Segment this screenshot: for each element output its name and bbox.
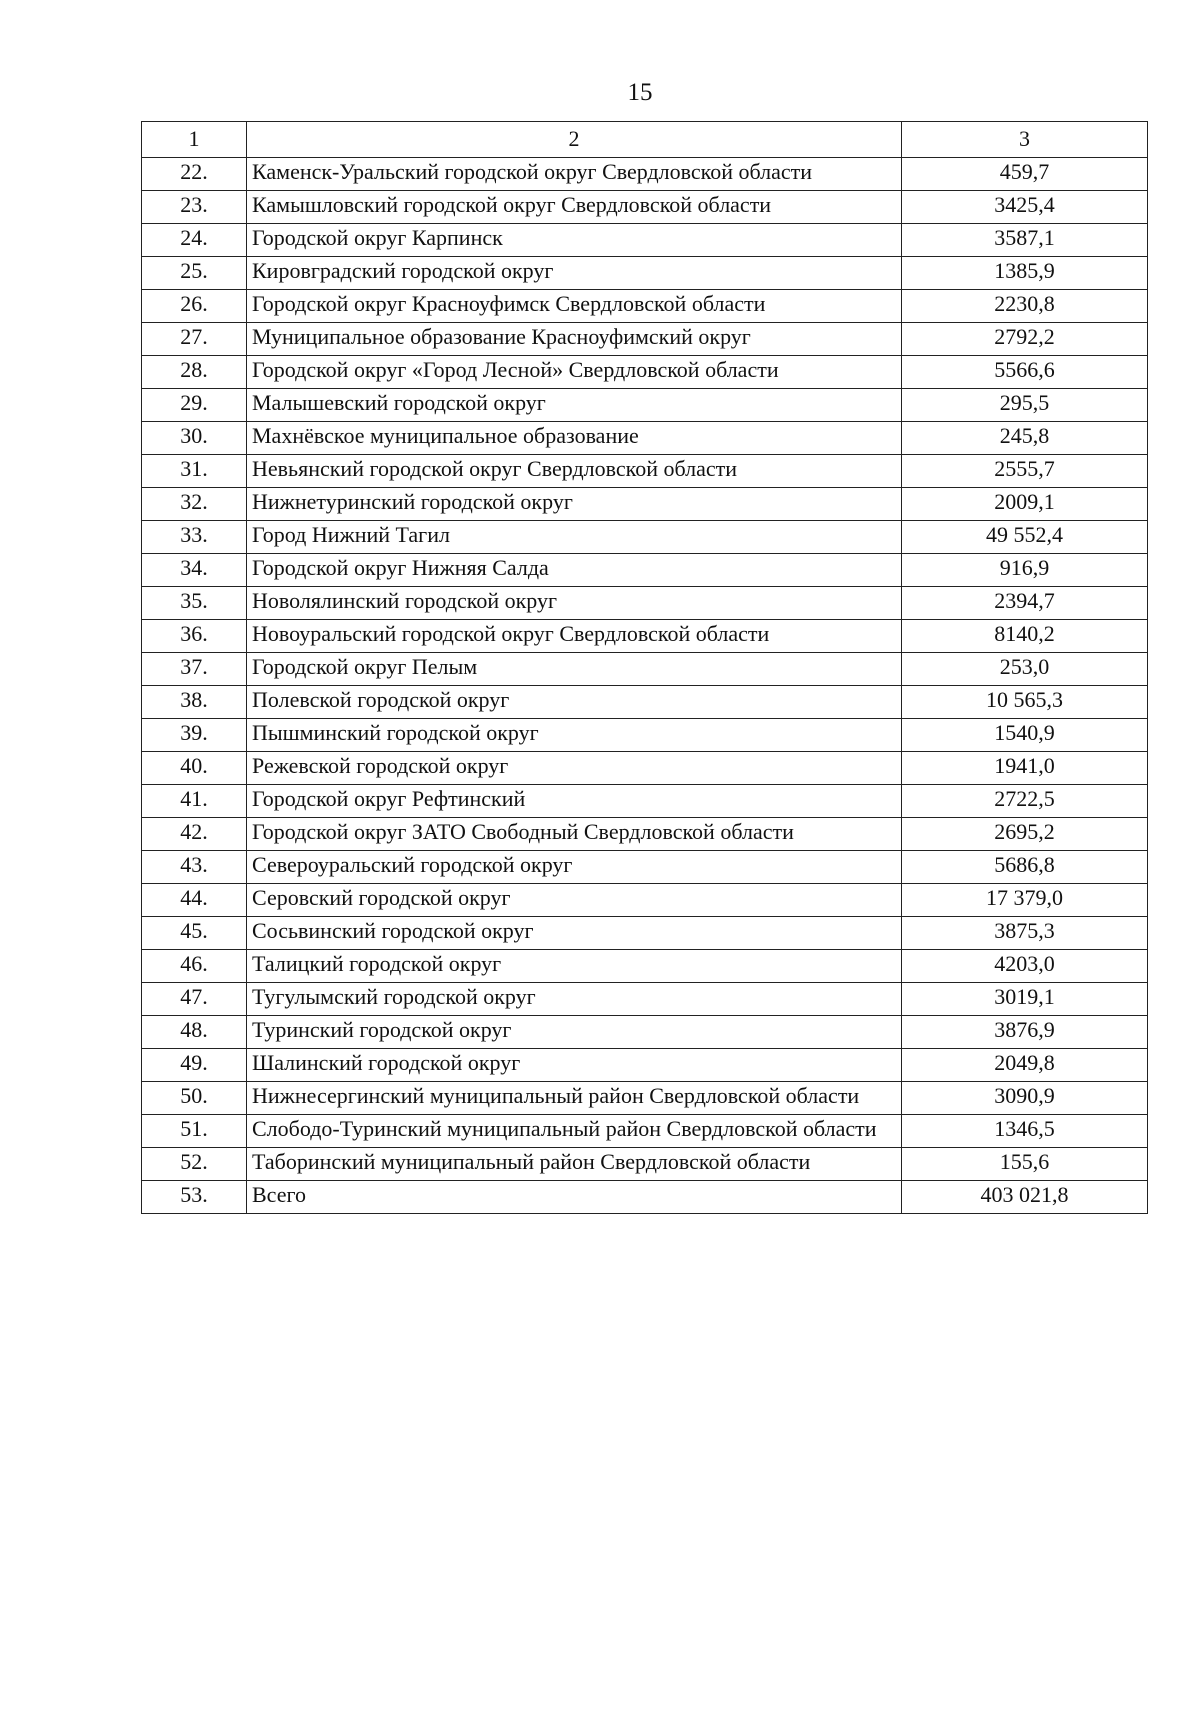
municipality-name: Нижнетуринский городской округ bbox=[247, 488, 902, 521]
row-number: 43. bbox=[142, 851, 247, 884]
municipality-name: Каменск-Уральский городской округ Свердловской области bbox=[247, 158, 902, 191]
table-row bbox=[142, 356, 1148, 389]
table-row bbox=[142, 554, 1148, 587]
table-row bbox=[142, 752, 1148, 785]
table-row bbox=[142, 323, 1148, 356]
table-row bbox=[142, 389, 1148, 422]
table-row bbox=[142, 521, 1148, 554]
amount-value: 5686,8 bbox=[902, 851, 1148, 884]
table-row bbox=[142, 884, 1148, 917]
amount-value: 3587,1 bbox=[902, 224, 1148, 257]
data-table bbox=[141, 121, 1148, 1214]
municipality-name: Камышловский городской округ Свердловской области bbox=[247, 191, 902, 224]
municipality-name: Пышминский городской округ bbox=[247, 719, 902, 752]
amount-value: 403 021,8 bbox=[902, 1181, 1148, 1214]
row-number: 38. bbox=[142, 686, 247, 719]
amount-value: 5566,6 bbox=[902, 356, 1148, 389]
table-row bbox=[142, 719, 1148, 752]
table-row bbox=[142, 1049, 1148, 1082]
table-row bbox=[142, 455, 1148, 488]
amount-value: 155,6 bbox=[902, 1148, 1148, 1181]
municipality-name: Таборинский муниципальный район Свердловской области bbox=[247, 1148, 902, 1181]
table-row bbox=[142, 422, 1148, 455]
amount-value: 2230,8 bbox=[902, 290, 1148, 323]
municipality-name: Малышевский городской округ bbox=[247, 389, 902, 422]
municipality-name: Новоуральский городской округ Свердловской области bbox=[247, 620, 902, 653]
municipality-name: Шалинский городской округ bbox=[247, 1049, 902, 1082]
municipality-name: Новолялинский городской округ bbox=[247, 587, 902, 620]
amount-value: 2695,2 bbox=[902, 818, 1148, 851]
amount-value: 3875,3 bbox=[902, 917, 1148, 950]
municipality-name: Сосьвинский городской округ bbox=[247, 917, 902, 950]
municipality-name: Слободо-Туринский муниципальный район Свердловской области bbox=[247, 1115, 902, 1148]
column-header-value: 3 bbox=[902, 122, 1148, 158]
table-row bbox=[142, 488, 1148, 521]
municipality-name: Махнёвское муниципальное образование bbox=[247, 422, 902, 455]
table-row bbox=[142, 983, 1148, 1016]
table-row bbox=[142, 851, 1148, 884]
row-number: 33. bbox=[142, 521, 247, 554]
table-row bbox=[142, 1148, 1148, 1181]
row-number: 34. bbox=[142, 554, 247, 587]
municipality-name: Талицкий городской округ bbox=[247, 950, 902, 983]
municipality-name: Городской округ Красноуфимск Свердловской области bbox=[247, 290, 902, 323]
amount-value: 1540,9 bbox=[902, 719, 1148, 752]
amount-value: 295,5 bbox=[902, 389, 1148, 422]
municipality-name: Североуральский городской округ bbox=[247, 851, 902, 884]
municipality-name: Нижнесергинский муниципальный район Свердловской области bbox=[247, 1082, 902, 1115]
municipality-name: Туринский городской округ bbox=[247, 1016, 902, 1049]
table-row bbox=[142, 1016, 1148, 1049]
municipality-name: Городской округ Нижняя Салда bbox=[247, 554, 902, 587]
municipality-name: Серовский городской округ bbox=[247, 884, 902, 917]
row-number: 52. bbox=[142, 1148, 247, 1181]
amount-value: 8140,2 bbox=[902, 620, 1148, 653]
amount-value: 17 379,0 bbox=[902, 884, 1148, 917]
table-row bbox=[142, 191, 1148, 224]
municipality-name: Город Нижний Тагил bbox=[247, 521, 902, 554]
table-row bbox=[142, 620, 1148, 653]
row-number: 51. bbox=[142, 1115, 247, 1148]
municipality-name: Городской округ ЗАТО Свободный Свердловской области bbox=[247, 818, 902, 851]
amount-value: 49 552,4 bbox=[902, 521, 1148, 554]
amount-value: 1385,9 bbox=[902, 257, 1148, 290]
amount-value: 3876,9 bbox=[902, 1016, 1148, 1049]
amount-value: 3019,1 bbox=[902, 983, 1148, 1016]
row-number: 29. bbox=[142, 389, 247, 422]
table-row bbox=[142, 1115, 1148, 1148]
row-number: 39. bbox=[142, 719, 247, 752]
row-number: 24. bbox=[142, 224, 247, 257]
row-number: 25. bbox=[142, 257, 247, 290]
table-row bbox=[142, 290, 1148, 323]
row-number: 40. bbox=[142, 752, 247, 785]
row-number: 53. bbox=[142, 1181, 247, 1214]
amount-value: 459,7 bbox=[902, 158, 1148, 191]
row-number: 22. bbox=[142, 158, 247, 191]
municipality-name: Невьянский городской округ Свердловской области bbox=[247, 455, 902, 488]
amount-value: 10 565,3 bbox=[902, 686, 1148, 719]
row-number: 32. bbox=[142, 488, 247, 521]
municipality-name: Городской округ Пелым bbox=[247, 653, 902, 686]
column-header-number: 1 bbox=[142, 122, 247, 158]
municipality-name: Режевской городской округ bbox=[247, 752, 902, 785]
row-number: 49. bbox=[142, 1049, 247, 1082]
amount-value: 2555,7 bbox=[902, 455, 1148, 488]
amount-value: 3425,4 bbox=[902, 191, 1148, 224]
table-row bbox=[142, 158, 1148, 191]
row-number: 23. bbox=[142, 191, 247, 224]
amount-value: 1941,0 bbox=[902, 752, 1148, 785]
amount-value: 1346,5 bbox=[902, 1115, 1148, 1148]
row-number: 41. bbox=[142, 785, 247, 818]
row-number: 27. bbox=[142, 323, 247, 356]
column-header-name: 2 bbox=[247, 122, 902, 158]
row-number: 26. bbox=[142, 290, 247, 323]
row-number: 37. bbox=[142, 653, 247, 686]
row-number: 28. bbox=[142, 356, 247, 389]
municipality-name: Полевской городской округ bbox=[247, 686, 902, 719]
amount-value: 245,8 bbox=[902, 422, 1148, 455]
table-body bbox=[142, 158, 1148, 1214]
amount-value: 2009,1 bbox=[902, 488, 1148, 521]
row-number: 42. bbox=[142, 818, 247, 851]
municipality-name: Городской округ «Город Лесной» Свердловской области bbox=[247, 356, 902, 389]
table-row bbox=[142, 686, 1148, 719]
row-number: 44. bbox=[142, 884, 247, 917]
table-row bbox=[142, 785, 1148, 818]
amount-value: 4203,0 bbox=[902, 950, 1148, 983]
municipality-name: Тугулымский городской округ bbox=[247, 983, 902, 1016]
row-number: 31. bbox=[142, 455, 247, 488]
municipality-name: Муниципальное образование Красноуфимский округ bbox=[247, 323, 902, 356]
table-row bbox=[142, 917, 1148, 950]
row-number: 45. bbox=[142, 917, 247, 950]
amount-value: 253,0 bbox=[902, 653, 1148, 686]
row-number: 48. bbox=[142, 1016, 247, 1049]
municipality-name: Городской округ Карпинск bbox=[247, 224, 902, 257]
row-number: 46. bbox=[142, 950, 247, 983]
table-header-row bbox=[142, 122, 1148, 158]
row-number: 36. bbox=[142, 620, 247, 653]
municipality-name: Кировградский городской округ bbox=[247, 257, 902, 290]
table-row bbox=[142, 224, 1148, 257]
row-number: 35. bbox=[142, 587, 247, 620]
amount-value: 2722,5 bbox=[902, 785, 1148, 818]
table-row bbox=[142, 950, 1148, 983]
amount-value: 2394,7 bbox=[902, 587, 1148, 620]
amount-value: 3090,9 bbox=[902, 1082, 1148, 1115]
table-row bbox=[142, 257, 1148, 290]
table-row bbox=[142, 653, 1148, 686]
amount-value: 2792,2 bbox=[902, 323, 1148, 356]
row-number: 47. bbox=[142, 983, 247, 1016]
row-number: 50. bbox=[142, 1082, 247, 1115]
amount-value: 2049,8 bbox=[902, 1049, 1148, 1082]
table-row bbox=[142, 1181, 1148, 1214]
table-row bbox=[142, 587, 1148, 620]
page-number: 15 bbox=[627, 79, 653, 106]
table-row bbox=[142, 818, 1148, 851]
municipality-name: Городской округ Рефтинский bbox=[247, 785, 902, 818]
municipality-name: Всего bbox=[247, 1181, 902, 1214]
amount-value: 916,9 bbox=[902, 554, 1148, 587]
table-row bbox=[142, 1082, 1148, 1115]
row-number: 30. bbox=[142, 422, 247, 455]
